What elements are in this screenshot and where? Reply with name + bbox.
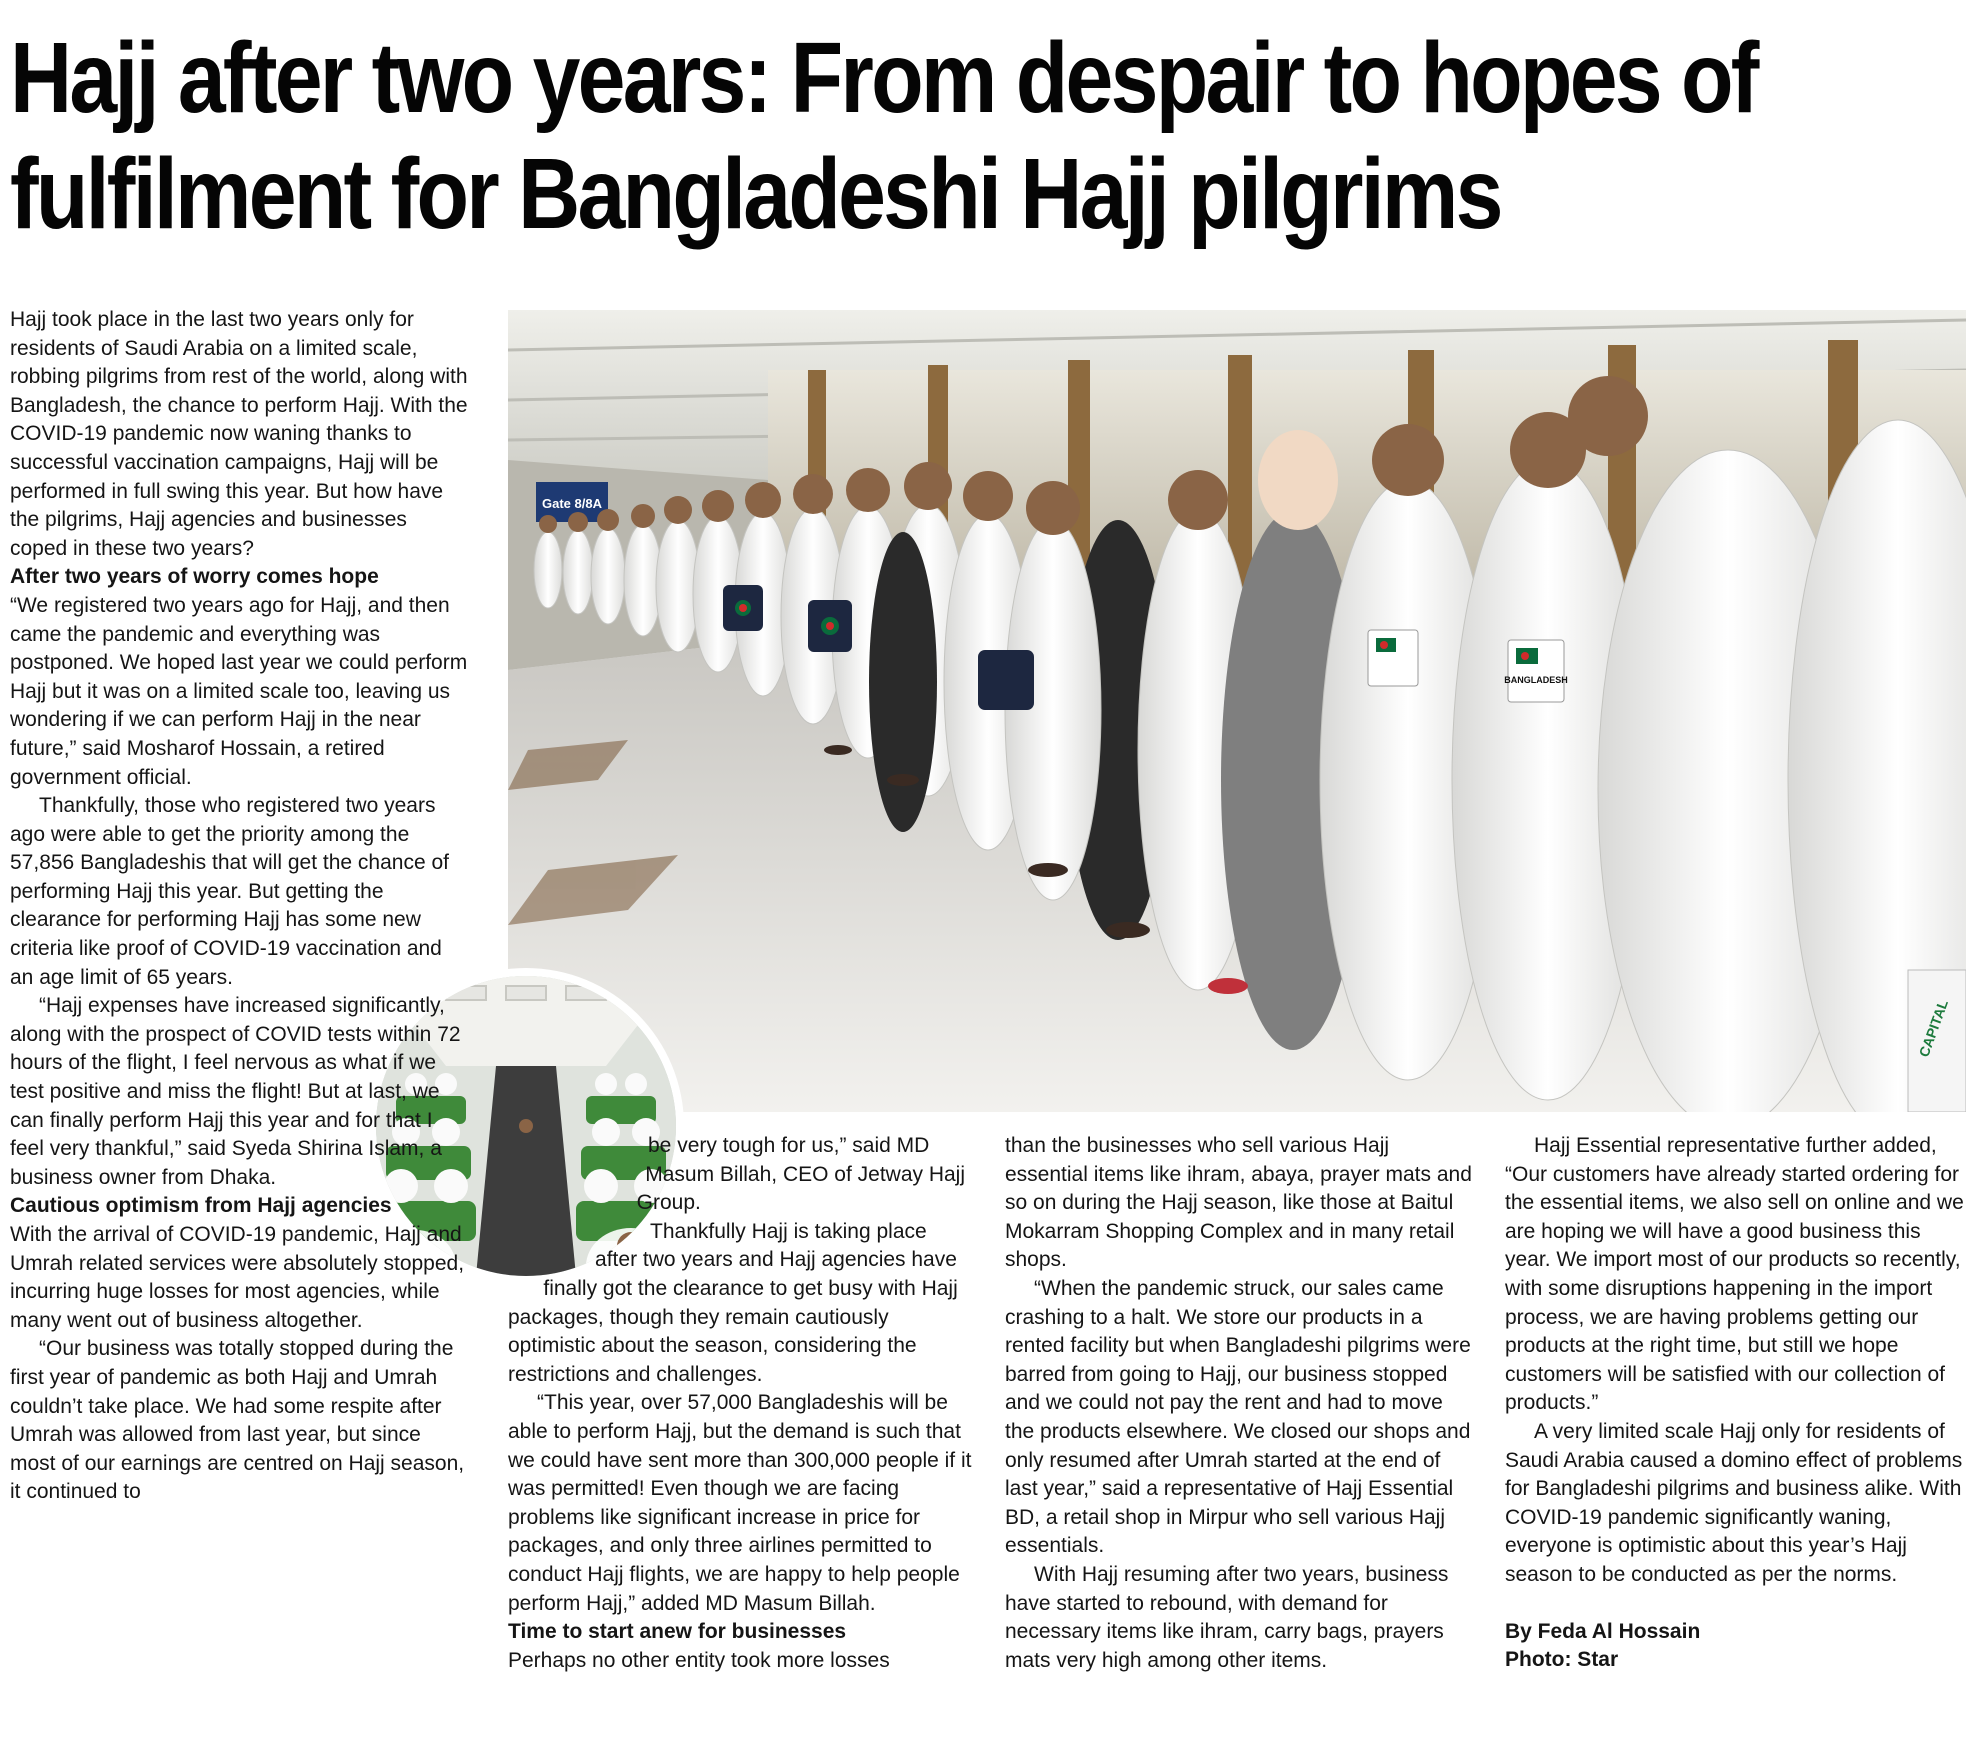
bag-label: BANGLADESH	[1504, 675, 1568, 685]
subheading-time-to-start-anew: Time to start anew for businesses	[508, 1620, 847, 1644]
article-column-1	[10, 306, 468, 1507]
businesses-losses-paragraph-end: than the businesses who sell various Hajj essential items like ihram, abaya, prayer mats and so on during the Hajj season, like those at Baitul Mokarram Shopping Complex and in many retail shops.	[1005, 1134, 1472, 1272]
business-rebound-paragraph: With Hajj resuming after two years, business have started to rebound, with demand for necessary items like ihram, carry bags, prayers mats very high among other items.	[1005, 1562, 1449, 1672]
subheading-worry-to-hope: After two years of worry comes hope	[10, 565, 379, 589]
intro-paragraph: Hajj took place in the last two years only for residents of Saudi Arabia on a limited scale, robbing pilgrims from rest of the world, along with Bangladesh, the chance to perform Hajj. With the COVID-19 pandemic now waning thanks to successful vaccination campaigns, Hajj will be performed in full swing this year. But how have the pilgrims, Hajj agencies and businesses coped in these two years?	[10, 308, 468, 560]
subheading-cautious-optimism: Cautious optimism from Hajj agencies	[10, 1194, 392, 1218]
quote-masum-billah-part-1: “Our business was totally stopped during the first year of pandemic as both Hajj and Umrah couldn’t take place. We had some respite after Umrah was allowed from last year, but since most of our earnings are centred on Hajj season, it continued to	[10, 1337, 465, 1504]
agencies-losses-paragraph: With the arrival of COVID-19 pandemic, Hajj and Umrah related services were absolutely stopped, incurring huge losses for most agencies, while many went out of business altogether.	[10, 1223, 465, 1332]
headline	[10, 20, 1757, 252]
article-column-4	[1505, 1132, 1967, 1675]
headline-line-2: fulfilment for Bangladeshi Hajj pilgrims	[10, 138, 1501, 250]
article-column-2	[508, 1132, 974, 1675]
quote-syeda-shirina-islam: “Hajj expenses have increased significantly, along with the prospect of COVID tests within 72 hours of the flight, I feel nervous as what if we test positive and miss the flight! But at last, we can finally perform Hajj this year and for that I feel very thankful,” said Syeda Shirina Islam, a business owner from Dhaka.	[10, 994, 461, 1189]
quote-hajj-essential-bd: “When the pandemic struck, our sales came crashing to a halt. We store our products in a rented facility but when Bangladeshi pilgrims were barred from going to Hajj, our business stopped and we could not pay the rent and had to move the products elsewhere. We closed our shops and only resumed after Umrah started at the end of last year,” said a representative of Hajj Essential BD, a retail shop in Mirpur who sell various Hajj essentials.	[1005, 1276, 1471, 1558]
gate-sign: Gate 8/8A	[542, 496, 602, 511]
quote-mosharof-hossain: “We registered two years ago for Hajj, and then came the pandemic and everything was postponed. We hoped last year we could perform Hajj but it was on a limited scale too, leaving us wondering if we can perform Hajj in the near future,” said Mosharof Hossain, a retired government official.	[10, 593, 468, 789]
businesses-losses-paragraph-start: Perhaps no other entity took more losses	[508, 1648, 890, 1672]
photo-credit: Photo: Star	[1505, 1648, 1619, 1672]
conclusion-paragraph: A very limited scale Hajj only for residents of Saudi Arabia caused a domino effect of problems for Bangladeshi pilgrims and business alike. With COVID-19 pandemic significantly waning, everyone is optimistic about this year’s Hajj season to be conducted as per the norms.	[1505, 1419, 1963, 1586]
byline: By Feda Al Hossain	[1505, 1619, 1701, 1643]
article-column-3	[1005, 1132, 1477, 1675]
main-photo-illustration	[508, 310, 1966, 1112]
main-photo-pilgrims-queue	[508, 310, 1966, 1112]
headline-line-1: Hajj after two years: From despair to hopes of	[10, 22, 1757, 134]
bag-brand: CAPITAL	[1915, 997, 1952, 1060]
quote-masum-billah-part-2: “This year, over 57,000 Bangladeshis will be able to perform Hajj, but the demand is such that we could have sent more than 300,000 people if it was permitted! Even though we are facing problems like significant increase in price for packages, and only three airlines permitted to conduct Hajj flights, we are happy to help people perform Hajj,” added MD Masum Billah.	[508, 1391, 972, 1615]
quote-masum-billah-attribution: be very tough for us,” said MD Masum Billah, CEO of Jetway Hajj Group.	[636, 1134, 966, 1215]
quote-hajj-essential-representative: Hajj Essential representative further added, “Our customers have already started ordering for the essential items, we also sell on online and we are hoping we will have a good business this year. We import most of our products so recently, with some disruptions happening in the import process, we are having problems getting our products at the right time, but still we hope customers will be satisfied with our collection of products.”	[1505, 1134, 1964, 1415]
priority-paragraph: Thankfully, those who registered two years ago were able to get the priority among the 57,856 Bangladeshis that will get the chance of performing Hajj this year. But getting the clearance for performing Hajj has some new criteria like proof of COVID-19 vaccination and an age limit of 65 years.	[10, 794, 449, 989]
agencies-clearance-paragraph: Thankfully Hajj is taking place after two years and Hajj agencies have finally got the clearance to get busy with Hajj packages, though they remain cautiously optimistic about the season, considering the restrictions and challenges.	[508, 1219, 958, 1386]
